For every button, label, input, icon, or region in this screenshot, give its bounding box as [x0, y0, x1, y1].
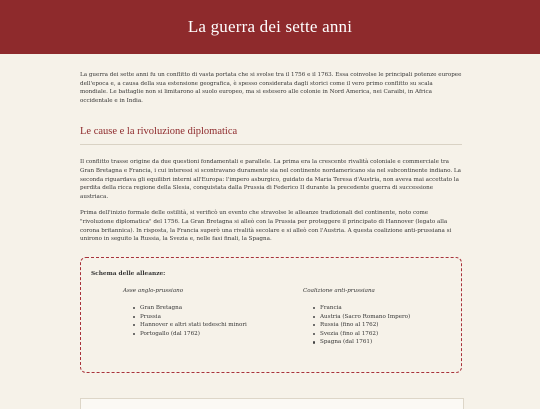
list-item: Hannover e altri stati tedeschi minori — [135, 321, 271, 330]
anti-prussian-title: Coalizione anti-prussiana — [303, 288, 375, 295]
next-content-box — [80, 398, 464, 409]
diplomatic-revolution-paragraph: Prima dell'inizio formale delle ostilità, si verificò un evento che stravolse le alleanze tradizionali del continente, noto come "rivoluzione diplomatica" del 1756. La Gran Bretagna si alleò con la Prussia per proteggere il principato di Hannover (legato alla corona britannica). In risposta, la Francia superò una rivalità secolare e si alleò con l'Austria. A questa coalizione anti-prussiana si unirono in seguito la Russia, la Svezia e, nelle fasi finali, la Spagna. — [80, 210, 452, 243]
causes-paragraph: Il conflitto trasse origine da due questioni fondamentali e parallele. La prima era la crescente rivalità coloniale e commerciale tra Gran Bretagna e Francia, i cui interessi si scontravano duramente sia nel continente nordamericano sia nel subcontinente indiano. La seconda riguardava gli equilibri interni all'Europa: l'impero asburgico, guidato da Maria Teresa d'Austria, non aveva mai accettato la perdita della ricca regione della Slesia, conquistata dalla Prussia di Federico II durante la precedente guerra di successione austriaca. — [80, 159, 461, 200]
list-item: Svezia (fino al 1762) — [315, 330, 451, 339]
list-item: Gran Bretagna — [135, 304, 271, 313]
anglo-prussian-title: Asse anglo-prussiano — [123, 288, 184, 295]
article-body — [80, 54, 462, 373]
anti-prussian-list — [303, 304, 451, 347]
list-item: Spagna (dal 1761) — [315, 338, 451, 347]
section-heading: Le cause e la rivoluzione diplomatica — [80, 125, 462, 145]
anglo-prussian-list — [123, 304, 271, 338]
list-item: Austria (Sacro Romano Impero) — [315, 313, 451, 322]
list-item: Francia — [315, 304, 451, 313]
page-header — [0, 0, 540, 54]
intro-paragraph: La guerra dei sette anni fu un conflitto di vasta portata che si svolse tra il 1756 e il 1763. Essa coinvolse le principali potenze europee dell'epoca e, a causa della sua estensione geografica, è spesso considerata dagli storici come il vero primo conflitto su scala mondiale. Le battaglie non si limitarono al suolo europeo, ma si estesero alle colonie in Nord America, nei Caraibi, in Africa occidentale e in India. — [80, 72, 462, 104]
alliance-box-title: Schema delle alleanze: — [91, 270, 166, 277]
anglo-prussian-column — [91, 287, 271, 347]
list-item: Prussia — [135, 313, 271, 322]
page-title: La guerra dei sette anni — [187, 17, 353, 36]
list-item: Russia (fino al 1762) — [315, 321, 451, 330]
anti-prussian-column — [271, 287, 451, 347]
list-item: Portogallo (dal 1762) — [135, 330, 271, 339]
alliance-scheme-box — [80, 257, 462, 373]
